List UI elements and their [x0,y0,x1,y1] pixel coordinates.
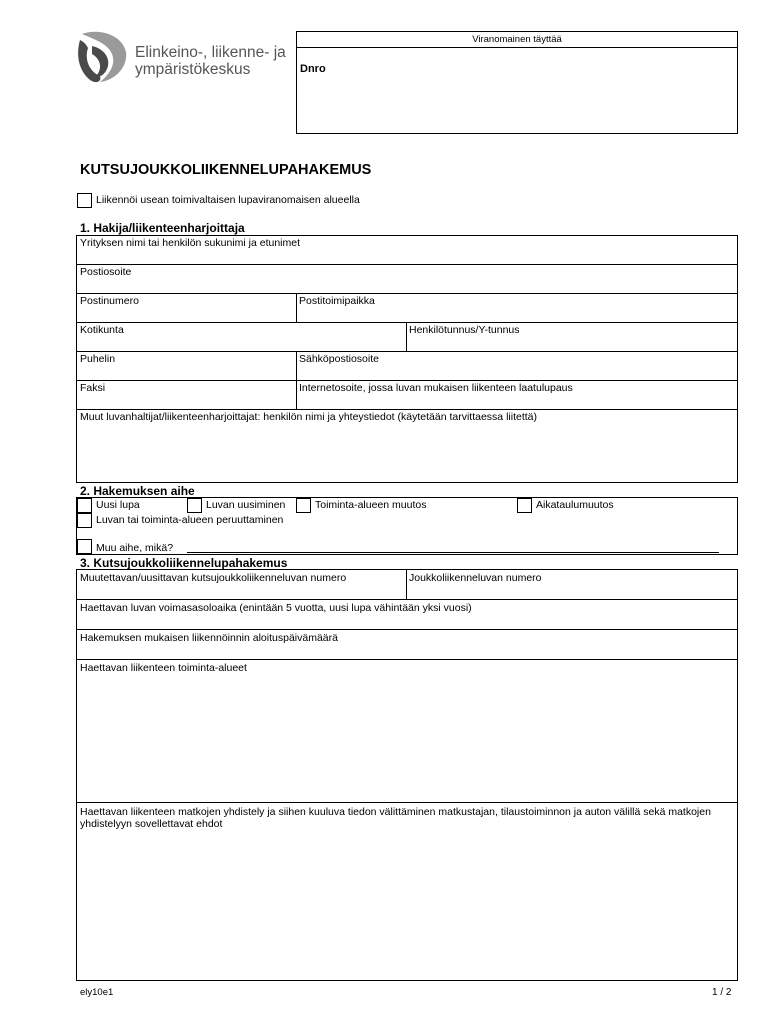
phone-field[interactable]: Puhelin [80,353,116,365]
org-name-line1: Elinkeino-, liikenne- ja [135,44,286,61]
section3-title: 3. Kutsujoukkoliikennelupahakemus [80,556,288,570]
ely-logo-icon [76,30,128,84]
cancellation-label: Luvan tai toiminta-alueen peruuttaminen [96,514,284,526]
validity-field[interactable]: Haettavan luvan voimasasoloaika (enintään 5 vuotta, uusi lupa vähintään yksi vuosi) [80,602,472,614]
area-change-label: Toiminta-alueen muutos [315,499,427,511]
form-title: KUTSUJOUKKOLIIKENNELUPAHAKEMUS [80,162,372,178]
other-subject-line[interactable] [187,552,719,553]
section1-box [76,235,738,483]
timetable-change-label: Aikataulumuutos [536,499,614,511]
area-change-checkbox[interactable] [296,498,311,513]
website-field[interactable]: Internetosoite, jossa luvan mukaisen liikenteen laatulupaus [299,382,573,394]
page-number: 1 / 2 [712,987,732,998]
id-number-field[interactable]: Henkilötunnus/Y-tunnus [409,324,520,336]
operating-area-field[interactable]: Haettavan liikenteen toiminta-alueet [80,662,247,674]
municipality-field[interactable]: Kotikunta [80,324,124,336]
permit-number-field[interactable]: Muutettavan/uusittavan kutsujoukkoliikenneluvan numero [80,572,347,584]
transit-permit-number-field[interactable]: Joukkoliikenneluvan numero [409,572,542,584]
renewal-label: Luvan uusiminen [206,499,286,511]
postal-code-field[interactable]: Postinumero [80,295,139,307]
renewal-checkbox[interactable] [187,498,202,513]
new-permit-label: Uusi lupa [96,499,140,511]
section2-title: 2. Hakemuksen aihe [80,484,195,498]
other-subject-label: Muu aihe, mikä? [96,542,174,554]
timetable-change-checkbox[interactable] [517,498,532,513]
multi-authority-checkbox[interactable] [77,193,92,208]
other-holders-field[interactable]: Muut luvanhaltijat/liikenteenharjoittajat: henkilön nimi ja yhteystiedot (käytetään tarvittaessa liitettä) [80,411,537,423]
multi-authority-label: Liikennöi usean toimivaltaisen lupaviranomaisen alueella [96,194,360,206]
dnro-label: Dnro [300,63,326,75]
org-name-line2: ympäristökeskus [135,61,251,78]
post-office-field[interactable]: Postitoimipaikka [299,295,375,307]
authority-caption: Viranomainen täyttää [472,34,562,45]
trip-combination-field[interactable]: Haettavan liikenteen matkojen yhdistely ja siihen kuuluva tiedon välittäminen matkustajan, tilaustoiminnon ja auton välillä sekä matkojen yhdistelyyn sovellettavat ehdot [80,806,711,830]
new-permit-checkbox[interactable] [77,498,92,513]
email-field[interactable]: Sähköpostiosoite [299,353,379,365]
fax-field[interactable]: Faksi [80,382,106,394]
form-code: ely10e1 [80,987,114,998]
company-name-field[interactable]: Yrityksen nimi tai henkilön sukunimi ja etunimet [80,237,301,249]
start-date-field[interactable]: Hakemuksen mukaisen liikennöinnin aloituspäivämäärä [80,632,338,644]
section1-title: 1. Hakija/liikenteenharjoittaja [80,221,245,235]
other-subject-checkbox[interactable] [77,539,92,554]
cancellation-checkbox[interactable] [77,513,92,528]
postal-address-field[interactable]: Postiosoite [80,266,132,278]
section3-box [76,569,738,981]
